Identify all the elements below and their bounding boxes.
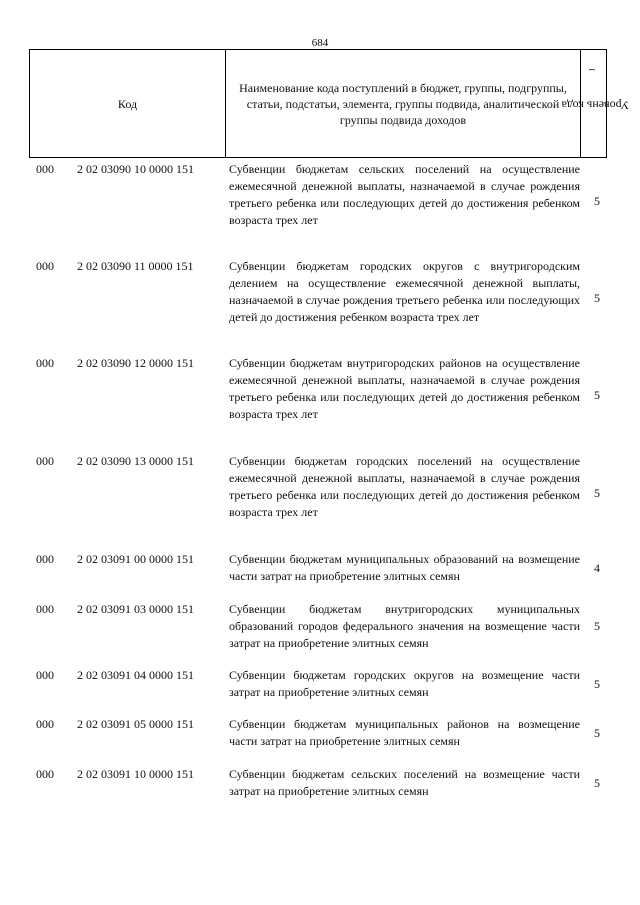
header-level [561, 50, 629, 157]
row-admin-code: 000 [36, 767, 54, 781]
row-name: Субвенции бюджетам внутригородских районов на осуществление ежемесячной денежной выплаты, назначаемой в случае рождения третьего ребенка или последующих детей до достижения ребенком возраста трех лет [229, 356, 580, 421]
row-code: 2 02 03091 04 0000 151 [77, 668, 194, 682]
row-name: Субвенции бюджетам городских округов с внутригородским делением на осуществление ежемесячной денежной выплаты, назначаемой в случае рождения третьего ребенка или последующих детей до достижения ребенком возраста трех лет [229, 259, 580, 324]
row-code: 2 02 03090 13 0000 151 [77, 454, 194, 468]
row-admin-code: 000 [36, 552, 54, 566]
row-code: 2 02 03091 00 0000 151 [77, 552, 194, 566]
row-admin-code: 000 [36, 717, 54, 731]
row-code: 2 02 03091 03 0000 151 [77, 602, 194, 616]
row-admin-code: 000 [36, 162, 54, 176]
header-level-label: Уровень кода [561, 98, 629, 113]
row-level: 5 [594, 619, 600, 633]
row-admin-code: 000 [36, 602, 54, 616]
row-name: Субвенции бюджетам сельских поселений на возмещение части затрат на приобретение элитных семян [229, 767, 580, 798]
row-name: Субвенции бюджетам городских округов на возмещение части затрат на приобретение элитных семян [229, 668, 580, 699]
header-level-footnote: 1 [587, 67, 597, 72]
row-admin-code: 000 [36, 668, 54, 682]
row-code: 2 02 03091 10 0000 151 [77, 767, 194, 781]
row-level: 5 [594, 194, 600, 208]
row-name: Субвенции бюджетам муниципальных образований на возмещение части затрат на приобретение элитных семян [229, 552, 580, 583]
row-code: 2 02 03090 11 0000 151 [77, 259, 194, 273]
row-admin-code: 000 [36, 454, 54, 468]
row-admin-code: 000 [36, 259, 54, 273]
row-name: Субвенции бюджетам сельских поселений на осуществление ежемесячной денежной выплаты, назначаемой в случае рождения третьего ребенка или последующих детей до достижения ребенком возраста трех лет [229, 162, 580, 227]
row-name: Субвенции бюджетам городских поселений на осуществление ежемесячной денежной выплаты, назначаемой в случае рождения третьего ребенка или последующих детей до достижения ребенком возраста трех лет [229, 454, 580, 519]
row-level: 5 [594, 486, 600, 500]
row-level: 5 [594, 776, 600, 790]
row-level: 5 [594, 726, 600, 740]
row-level: 5 [594, 677, 600, 691]
row-admin-code: 000 [36, 356, 54, 370]
row-code: 2 02 03090 12 0000 151 [77, 356, 194, 370]
table-header [29, 49, 629, 158]
page-number: 684 [311, 37, 329, 49]
row-name: Субвенции бюджетам муниципальных районов на возмещение части затрат на приобретение элитных семян [229, 717, 580, 748]
row-level: 5 [594, 291, 600, 305]
row-code: 2 02 03090 10 0000 151 [77, 162, 194, 176]
header-name: Наименование кода поступлений в бюджет, группы, подгруппы, статьи, подстатьи, элемента, группы подвида, аналитической группы подвида доходов [226, 50, 581, 157]
row-code: 2 02 03091 05 0000 151 [77, 717, 194, 731]
row-level: 5 [594, 388, 600, 402]
row-level: 4 [594, 561, 600, 575]
row-name: Субвенции бюджетам внутригородских муниципальных образований городов федерального значения на возмещение части затрат на приобретение элитных семян [229, 602, 580, 650]
header-code: Код [29, 50, 226, 157]
